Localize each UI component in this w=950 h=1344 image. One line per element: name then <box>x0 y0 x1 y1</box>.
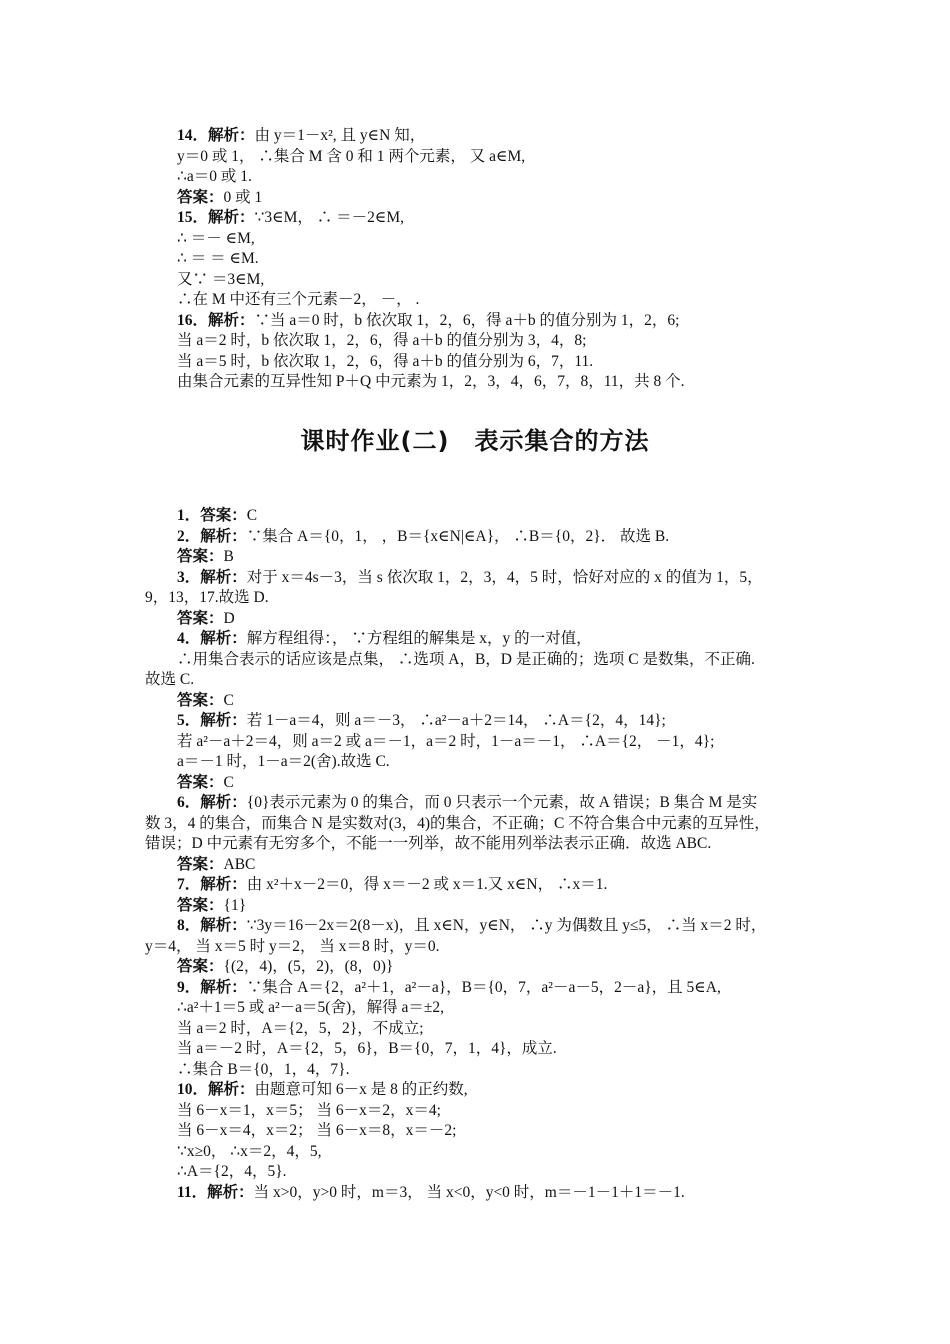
line-text: 当 x>0，y>0 时，m＝3， 当 x<0，y<0 时，m＝－1－1＋1＝－1. <box>253 1184 685 1201</box>
text-line <box>177 1101 441 1121</box>
text-line <box>177 773 234 793</box>
line-text: ∵集合 A＝{2，a²＋1，a²－a}，B＝{0，7，a²－a－5，2－a}，且 5∈A, <box>246 979 721 996</box>
text-line <box>177 311 679 331</box>
line-label: 11．解析： <box>177 1184 254 1201</box>
line-label: 答案： <box>177 692 224 709</box>
line-text: {0}表示元素为 0 的集合，而 0 只表示一个元素，故 A 错误；B 集合 M 是实 <box>246 794 758 811</box>
line-label: 14．解析： <box>177 127 255 144</box>
line-label: 答案： <box>177 897 224 914</box>
text-line <box>177 229 255 249</box>
line-text: C <box>223 692 234 709</box>
text-line <box>145 670 194 690</box>
line-text: ∵3∈M， ∴ ＝－2∈M, <box>254 209 405 226</box>
text-line <box>177 978 721 998</box>
text-line <box>177 527 669 547</box>
line-text: y＝0 或 1， ∴集合 M 含 0 和 1 两个元素， 又 a∈M, <box>177 148 526 165</box>
text-line <box>177 855 255 875</box>
line-label: 10．解析： <box>177 1081 255 1098</box>
text-line <box>177 290 419 310</box>
text-line <box>177 1162 287 1182</box>
line-text: ∵x≥0， ∴x＝2，4，5, <box>177 1143 322 1160</box>
text-line <box>177 650 755 670</box>
line-text: ABC <box>223 856 256 873</box>
line-text: 当 a＝5 时，b 依次取 1，2，6，得 a＋b 的值分别为 6，7，11. <box>177 353 594 370</box>
line-text: 数 3，4 的集合，而集合 N 是实数对(3，4)的集合，不正确；C 不符合集合中元素的互异性， <box>145 815 770 832</box>
text-line <box>177 629 592 649</box>
text-line <box>177 331 586 351</box>
line-text: 当 a＝2 时，b 依次取 1，2，6，得 a＋b 的值分别为 3，4，8; <box>177 332 587 349</box>
line-text: ∴a²＋1＝5 或 a²－a＝5(舍)，解得 a＝±2, <box>177 999 445 1016</box>
text-line <box>145 937 440 957</box>
text-line <box>177 793 757 813</box>
line-text: ∴A＝{2，4，5}. <box>177 1163 287 1180</box>
line-label: 答案： <box>177 856 224 873</box>
text-line <box>177 875 607 895</box>
text-line <box>145 834 711 854</box>
line-label: 答案： <box>177 610 224 627</box>
text-line <box>177 126 425 146</box>
text-line <box>177 691 234 711</box>
text-line <box>177 547 234 567</box>
line-text: ∵集合 A＝{0，1， ，B＝{x∈N|∈A}， ∴B＝{0，2}． 故选 B. <box>246 528 670 545</box>
text-line <box>177 1080 468 1100</box>
text-line <box>177 506 257 526</box>
line-text: B <box>223 548 234 565</box>
line-label: 答案： <box>177 774 224 791</box>
line-text: 若 a²－a＋2＝4，则 a＝2 或 a＝－1，a＝2 时，1－a＝－1， ∴A＝{2， －1，4}; <box>177 733 715 750</box>
text-line <box>177 1019 424 1039</box>
line-text: 由 x²＋x－2＝0，得 x＝－2 或 x＝1.又 x∈N， ∴x＝1. <box>246 876 608 893</box>
line-label: 3．解析： <box>177 569 247 586</box>
line-label: 2．解析： <box>177 528 247 545</box>
text-line <box>177 372 685 392</box>
line-text: 错误；D 中元素有无穷多个，不能一一列举，故不能用列举法表示正确．故选 ABC. <box>145 835 712 852</box>
text-line <box>177 711 666 731</box>
text-line <box>177 352 593 372</box>
text-line <box>177 147 525 167</box>
line-text: 当 6－x＝1，x＝5； 当 6－x＝2，x＝4; <box>177 1102 441 1119</box>
text-line <box>177 208 404 228</box>
line-text: ∵当 a＝0 时，b 依次取 1，2，6，得 a＋b 的值分别为 1，2，6; <box>254 312 680 329</box>
text-line <box>177 998 444 1018</box>
line-text: ∴a＝0 或 1. <box>177 168 252 185</box>
line-text: ∴ ＝－ ∈M, <box>177 230 255 247</box>
line-text: ∴集合 B＝{0，1，4，7}. <box>177 1061 350 1078</box>
line-text: ∴用集合表示的话应该是点集， ∴选项 A，B，D 是正确的；选项 C 是数集，不正确. <box>177 651 755 668</box>
line-label: 答案： <box>177 548 224 565</box>
line-text: 由 y＝1－x², 且 y∈N 知， <box>254 127 426 144</box>
line-label: 4．解析： <box>177 630 247 647</box>
line-text: 对于 x＝4s－3，当 s 依次取 1，2，3，4，5 时，恰好对应的 x 的值为 1，5， <box>246 569 763 586</box>
text-line <box>177 896 246 916</box>
text-line <box>145 814 770 834</box>
text-line <box>177 957 393 977</box>
line-label: 15．解析： <box>177 209 255 226</box>
line-label: 9．解析： <box>177 979 247 996</box>
line-text: 由题意可知 6－x 是 8 的正约数, <box>254 1081 468 1098</box>
line-text: 当 a＝－2 时，A＝{2，5，6}，B＝{0，7，1，4}，成立. <box>177 1040 557 1057</box>
line-text: {1} <box>223 897 247 914</box>
line-label: 6．解析： <box>177 794 247 811</box>
text-line <box>177 167 252 187</box>
line-label: 16．解析： <box>177 312 255 329</box>
line-text: D <box>223 610 235 627</box>
text-line <box>177 1039 557 1059</box>
text-line <box>177 916 766 936</box>
text-line <box>177 752 390 772</box>
line-label: 1．答案： <box>177 507 247 524</box>
line-text: 由集合元素的互异性知 P＋Q 中元素为 1，2，3，4，6，7，8，11，共 8 个. <box>177 373 685 390</box>
line-label: 5．解析： <box>177 712 247 729</box>
line-text: a＝－1 时，1－a＝2(舍).故选 C. <box>177 753 390 770</box>
line-text: C <box>223 774 234 791</box>
line-text: 解方程组得：， ∵方程组的解集是 x，y 的一对值， <box>246 630 592 647</box>
text-line <box>177 1142 321 1162</box>
text-line <box>145 588 269 608</box>
line-label: 7．解析： <box>177 876 247 893</box>
line-text: 当 a＝2 时，A＝{2，5，2}，不成立; <box>177 1020 424 1037</box>
text-line <box>177 732 714 752</box>
text-line <box>177 270 264 290</box>
line-text: 9，13，17.故选 D. <box>145 589 269 606</box>
line-text: 若 1－a＝4，则 a＝－3， ∴a²－a＋2＝14， ∴A＝{2，4，14}; <box>246 712 666 729</box>
page-title: 课时作业(二) 表示集合的方法 <box>300 427 650 455</box>
line-label: 8．解析： <box>177 917 247 934</box>
text-line <box>177 609 235 629</box>
text-line <box>177 1121 456 1141</box>
line-label: 答案： <box>177 189 224 206</box>
line-text: y＝4， 当 x＝5 时 y＝2， 当 x＝8 时，y＝0. <box>145 938 440 955</box>
text-line <box>177 188 262 208</box>
text-line <box>177 1060 349 1080</box>
text-line <box>177 1183 685 1203</box>
text-line <box>177 568 763 588</box>
line-text: {(2，4)，(5，2)，(8，0)} <box>223 958 394 975</box>
line-text: 当 6－x＝4，x＝2； 当 6－x＝8，x＝－2; <box>177 1122 457 1139</box>
line-label: 答案： <box>177 958 224 975</box>
text-line <box>177 249 259 269</box>
line-text: 故选 C. <box>145 671 195 688</box>
line-text: ∴ ＝ ＝ ∈M. <box>177 250 259 267</box>
line-text: ∵3y＝16－2x＝2(8－x)，且 x∈N，y∈N， ∴y 为偶数且 y≤5， ∴当 x＝2 时， <box>246 917 767 934</box>
line-text: 又∵ ＝3∈M, <box>177 271 265 288</box>
line-text: ∴在 M 中还有三个元素－2， －， . <box>177 291 420 308</box>
line-text: 0 或 1 <box>223 189 263 206</box>
line-text: C <box>246 507 258 524</box>
